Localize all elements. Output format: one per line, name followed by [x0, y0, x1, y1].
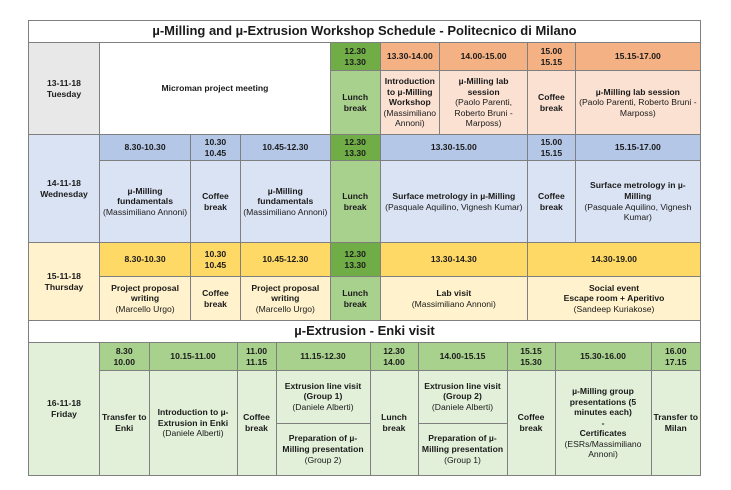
- time-slot: 15.15-17.00: [575, 135, 700, 161]
- lunch-time-slot: [330, 135, 380, 161]
- day-weekday: Friday: [51, 409, 77, 419]
- time-slot: [191, 135, 241, 161]
- session-title: µ-Milling fundamentals: [117, 185, 173, 207]
- session-separator: -: [601, 417, 605, 428]
- workshop-schedule-table: [28, 20, 701, 476]
- time-slot: 14.00-15.15: [418, 343, 507, 370]
- session-subtitle: Escape room + Aperitivo: [563, 293, 665, 304]
- time-slot: [100, 343, 149, 370]
- session-prep-presentation-g2: [276, 423, 370, 475]
- time-slot: 15.15-17.00: [575, 43, 700, 71]
- coffee-break: Coffee break: [237, 371, 276, 475]
- time-end: 13.30: [344, 147, 366, 158]
- session-speaker: (Group 1): [444, 454, 481, 465]
- day-label-13-11: [29, 43, 100, 135]
- session-title: Extrusion line visit (Group 1): [284, 380, 362, 402]
- time-start: 12.30: [383, 345, 405, 356]
- time-slot: [237, 343, 276, 370]
- session-intro-milling: [380, 71, 440, 135]
- time-start: 8.30: [115, 345, 133, 356]
- lunch-break: Lunch break: [370, 371, 418, 475]
- session-proposal-writing: [100, 277, 191, 321]
- session-surface-metrology: [575, 161, 700, 243]
- session-group-presentations: [555, 371, 651, 475]
- time-start: 12.30: [344, 136, 366, 147]
- session-subtitle: Certificates: [579, 428, 627, 439]
- friday-time-row: [100, 343, 701, 371]
- time-slot: 10.45-12.30: [240, 135, 330, 161]
- coffee-break: Coffee break: [191, 161, 241, 243]
- session-title: Project proposal writing: [111, 282, 179, 304]
- time-slot: [528, 43, 576, 71]
- time-slot: 10.15-11.00: [149, 343, 237, 370]
- time-end: 17.15: [664, 356, 687, 367]
- day-date: 16-11-18: [47, 398, 81, 409]
- time-start: 15.00: [540, 136, 563, 147]
- lunch-time-slot: [330, 43, 380, 71]
- time-slot: 15.30-16.00: [555, 343, 651, 370]
- session-speaker: (Massimiliano Annoni): [243, 206, 328, 217]
- session-extrusion-visit-g1: [276, 371, 370, 423]
- time-end: 14.00: [383, 356, 405, 367]
- day-date: 15-11-18: [47, 270, 81, 281]
- session-title: Project proposal writing: [251, 282, 320, 304]
- session-speaker: (Daniele Alberti): [162, 428, 224, 439]
- time-slot: 13.30-15.00: [380, 135, 528, 161]
- coffee-break: Coffee break: [507, 371, 555, 475]
- session-lab: [440, 71, 528, 135]
- session-speaker: (Daniele Alberti): [431, 402, 494, 413]
- session-lab-visit: [380, 277, 528, 321]
- time-end: 10.45: [204, 259, 227, 270]
- session-title: Social event: [588, 282, 640, 293]
- session-title: Preparation of µ-Milling presentation: [421, 433, 504, 454]
- page-title: µ-Milling and µ-Extrusion Workshop Schedule - Politecnico di Milano: [29, 21, 701, 43]
- session-speaker: (Pasquale Aquilino, Vignesh Kumar): [385, 201, 523, 212]
- time-end: 15.15: [540, 147, 563, 158]
- session-speaker: (Massimiliano Annoni): [383, 107, 437, 129]
- session-title: Surface metrology in µ-Milling: [392, 190, 516, 201]
- day-weekday: Tuesday: [46, 88, 82, 99]
- time-end: 13.30: [344, 259, 366, 270]
- session-title: Introduction to µ-Milling Workshop: [384, 76, 435, 108]
- microman-meeting: Microman project meeting: [100, 43, 331, 135]
- session-extrusion-visit-g2: [418, 371, 507, 423]
- lunch-break: Lunch break: [330, 277, 380, 321]
- time-start: 12.30: [344, 45, 366, 56]
- session-speaker: (Daniele Alberti): [292, 402, 354, 413]
- lunch-time-slot: [330, 243, 380, 277]
- time-slot: 10.45-12.30: [240, 243, 330, 277]
- time-start: 16.00: [664, 345, 687, 356]
- time-start: 12.30: [344, 248, 366, 259]
- session-speaker: (Paolo Parenti, Roberto Bruni - Marposs): [454, 97, 513, 129]
- lunch-break: Lunch break: [330, 161, 380, 243]
- session-speaker: (Sandeep Kuriakose): [573, 303, 655, 314]
- session-speaker: (Paolo Parenti, Roberto Bruni - Marposs): [579, 97, 697, 118]
- coffee-break: Coffee break: [528, 71, 576, 135]
- session-fundamentals: [240, 161, 330, 243]
- session-speaker: (Group 2): [304, 454, 342, 465]
- time-slot: 11.15-12.30: [276, 343, 370, 370]
- transfer-to-milan: Transfer to Milan: [651, 371, 700, 475]
- time-slot: 8.30-10.30: [100, 243, 191, 277]
- session-title: Surface metrology in µ-Milling: [589, 180, 686, 201]
- coffee-break: Coffee break: [528, 161, 576, 243]
- time-end: 10.45: [204, 147, 227, 158]
- time-start: 11.00: [245, 345, 268, 356]
- session-surface-metrology: [380, 161, 528, 243]
- session-social-event: [528, 277, 701, 321]
- session-title: µ-Milling group presentations (5 minutes each): [569, 385, 637, 418]
- time-slot: [370, 343, 418, 370]
- time-slot: 8.30-10.30: [100, 135, 191, 161]
- friday-time-grid: [100, 343, 700, 370]
- session-speaker: (Marcello Urgo): [115, 303, 175, 314]
- time-start: 15.00: [540, 45, 563, 56]
- time-start: 15.15: [520, 345, 542, 356]
- session-prep-presentation-g1: [418, 423, 507, 475]
- session-title: Preparation of µ-Milling presentation: [282, 433, 364, 454]
- session-title: µ-Milling lab session: [458, 76, 509, 97]
- session-lab: [575, 71, 700, 135]
- time-end: 11.15: [245, 356, 268, 367]
- day-date: 14-11-18: [47, 177, 81, 188]
- time-start: 10.30: [204, 136, 227, 147]
- session-speaker: (ESRs/Massimiliano Annoni): [564, 438, 642, 460]
- time-start: 10.30: [204, 248, 227, 259]
- time-slot: [191, 243, 241, 277]
- session-title: Extrusion line visit (Group 2): [424, 380, 501, 402]
- transfer-to-enki: Transfer to Enki: [100, 371, 149, 475]
- coffee-break: Coffee break: [191, 277, 241, 321]
- time-slot: [651, 343, 700, 370]
- friday-session-grid: [100, 371, 700, 475]
- friday-session-row: [100, 371, 701, 476]
- time-slot: 13.30-14.30: [380, 243, 528, 277]
- lunch-break: Lunch break: [330, 71, 380, 135]
- time-end: 15.30: [520, 356, 542, 367]
- session-title: µ-Milling fundamentals: [257, 185, 314, 207]
- session-intro-extrusion: [149, 371, 237, 475]
- session-speaker: (Marcello Urgo): [255, 303, 315, 314]
- section-title-extrusion: µ-Extrusion - Enki visit: [29, 321, 701, 343]
- session-title: Lab visit: [436, 287, 472, 298]
- time-slot: 14.30-19.00: [528, 243, 701, 277]
- session-speaker: (Massimiliano Annoni): [103, 206, 188, 217]
- session-speaker: (Massimiliano Annoni): [411, 298, 496, 309]
- day-weekday: Thursday: [44, 281, 84, 292]
- session-title: µ-Milling lab session: [595, 86, 680, 97]
- day-label-14-11: [29, 135, 100, 243]
- session-title: Introduction to µ-Extrusion in Enki: [157, 407, 229, 428]
- session-proposal-writing: [240, 277, 330, 321]
- day-label-16-11: [29, 343, 100, 476]
- time-slot: [528, 135, 576, 161]
- time-slot: 13.30-14.00: [380, 43, 440, 71]
- session-fundamentals: [100, 161, 191, 243]
- day-date: 13-11-18: [47, 77, 81, 88]
- time-end: 10.00: [113, 356, 135, 367]
- time-slot: [507, 343, 555, 370]
- time-end: 15.15: [540, 56, 563, 67]
- time-end: 13.30: [344, 56, 366, 67]
- day-label-15-11: [29, 243, 100, 321]
- time-slot: 14.00-15.00: [440, 43, 528, 71]
- session-speaker: (Pasquale Aquilino, Vignesh Kumar): [584, 201, 692, 223]
- day-weekday: Wednesday: [40, 188, 88, 199]
